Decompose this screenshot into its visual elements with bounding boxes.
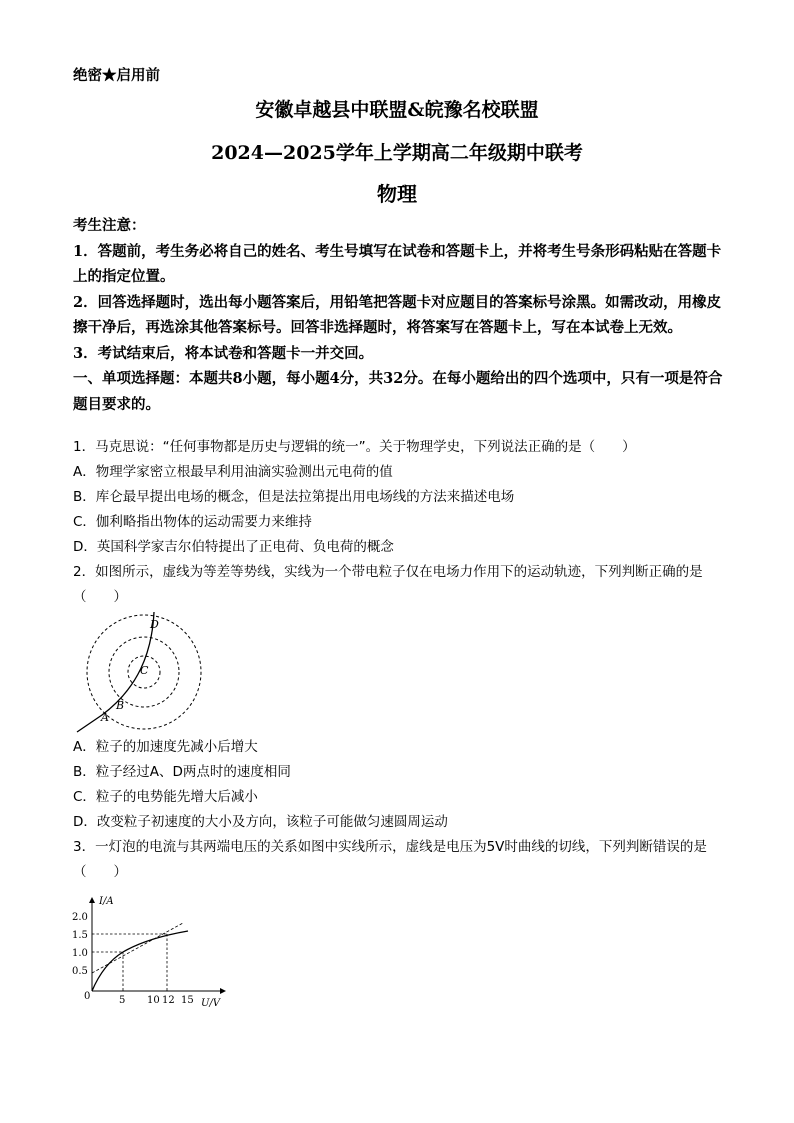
y-tick-0-5: 0.5 (72, 966, 88, 977)
question-1-option-b: B．库仑最早提出电场的概念，但是法拉第提出用电场线的方法来描述电场 (73, 489, 515, 505)
x-tick-12: 12 (162, 995, 175, 1006)
question-1-option-d: D．英国科学家吉尔伯特提出了正电荷、负电荷的概念 (73, 539, 394, 555)
question-3-stem: 3．一灯泡的电流与其两端电压的关系如图中实线所示，虚线是电压为5V时曲线的切线，下列判断错误的是（ ） (73, 839, 707, 880)
tangent-line (92, 923, 183, 973)
question-2-option-d: D．改变粒子初速度的大小及方向，该粒子可能做匀速圆周运动 (73, 814, 448, 830)
point-a-label: A (101, 711, 109, 724)
y-tick-1-0: 1.0 (72, 948, 88, 959)
question-1 (73, 435, 725, 560)
question-2-option-a: A．粒子的加速度先减小后增大 (73, 739, 258, 755)
question-2-option-b: B．粒子经过A、D两点时的速度相同 (73, 764, 291, 780)
question-2-option-c: C．粒子的电势能先增大后减小 (73, 789, 258, 805)
exam-title-line1: 安徽卓越县中联盟&皖豫名校联盟 (255, 99, 539, 121)
section1-heading: 一、单项选择题：本题共8小题，每小题4分，共32分。在每小题给出的四个选项中，只有一项是符合题目要求的。 (73, 370, 723, 413)
point-c-label: C (140, 664, 149, 677)
question-2-stem: 2．如图所示，虚线为等差等势线，实线为一个带电粒子仅在电场力作用下的运动轨迹，下列判断正确的是（ ） (73, 564, 703, 605)
question-2-options (73, 735, 725, 885)
confidential-label: 绝密★启用前 (73, 67, 160, 84)
origin-label: 0 (84, 991, 91, 1002)
equipotential-figure (72, 608, 202, 736)
x-tick-10: 10 (147, 995, 160, 1006)
exam-title-line2: 2024—2025学年上学期高二年级期中联考 (211, 142, 583, 164)
notice-heading: 考生注意： (73, 217, 146, 234)
point-d-label: D (150, 618, 159, 631)
subject-title: 物理 (377, 182, 417, 206)
question-1-option-a: A．物理学家密立根最早利用油滴实验测出元电荷的值 (73, 464, 393, 480)
notice-item-2: 2．回答选择题时，选出每小题答案后，用铅笔把答题卡对应题目的答案标号涂黑。如需改动，用橡皮擦干净后，再选涂其他答案标号。回答非选择题时，将答案写在答题卡上，写在本试卷上无效。 (73, 293, 722, 336)
question-1-option-c: C．伽利略指出物体的运动需要力来维持 (73, 514, 312, 530)
x-tick-5: 5 (119, 995, 126, 1006)
point-b-label: B (116, 699, 125, 712)
y-tick-1-5: 1.5 (72, 930, 88, 941)
notice-block (73, 213, 725, 417)
x-axis-label: U/V (201, 998, 221, 1009)
notice-item-3: 3．考试结束后，将本试卷和答题卡一并交回。 (73, 344, 374, 362)
y-tick-2-0: 2.0 (72, 912, 88, 923)
iu-graph (70, 892, 230, 1010)
question-1-stem: 1．马克思说：“任何事物都是历史与逻辑的统一”。关于物理学史，下列说法正确的是（ ） (73, 439, 636, 455)
y-axis-label: I/A (99, 896, 114, 907)
iu-curve (92, 931, 188, 991)
x-tick-15: 15 (181, 995, 194, 1006)
notice-item-1: 1．答题前，考生务必将自己的姓名、考生号填写在试卷和答题卡上，并将考生号条形码粘贴在答题卡上的指定位置。 (73, 242, 722, 285)
